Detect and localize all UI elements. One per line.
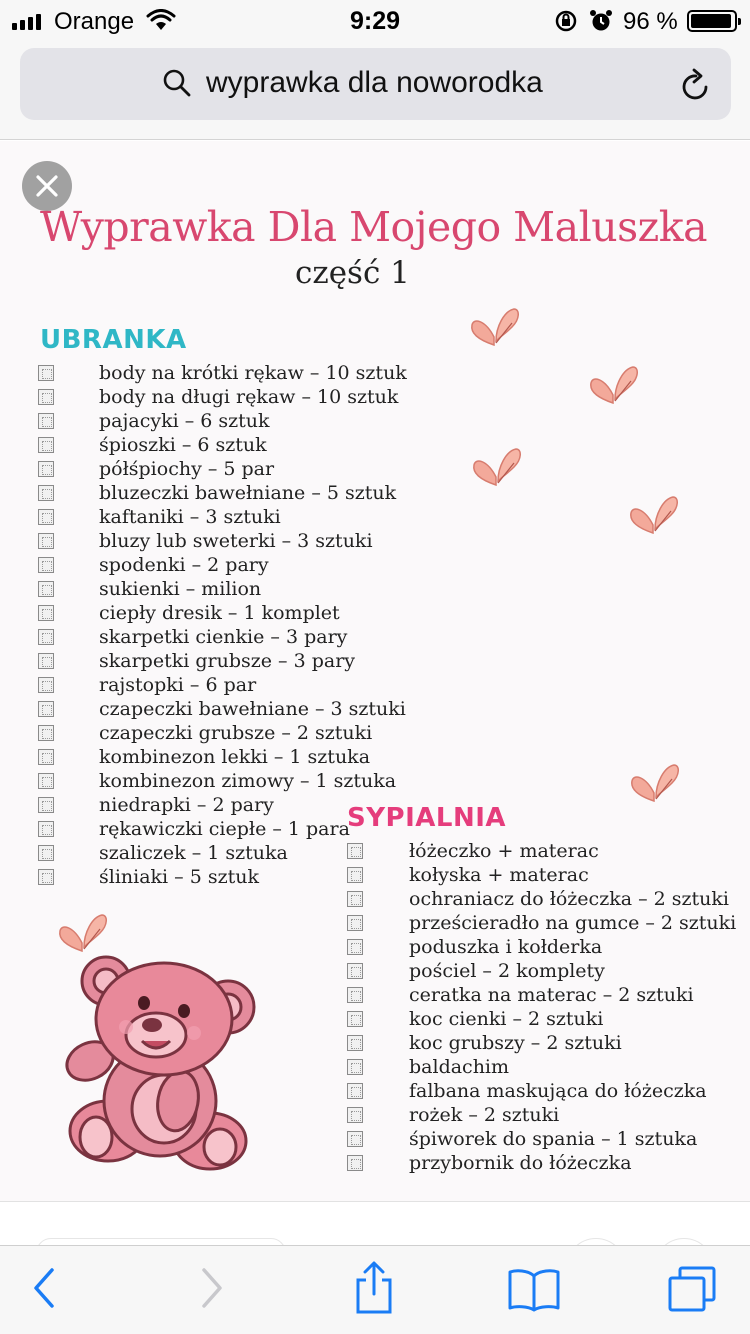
list-item-label: falbana maskująca do łóżeczka	[409, 1080, 707, 1102]
list-item	[38, 505, 407, 529]
list-item	[38, 697, 407, 721]
list-item	[347, 1079, 736, 1103]
list-item	[347, 1055, 736, 1079]
share-icon[interactable]	[352, 1260, 396, 1316]
list-item	[38, 553, 407, 577]
butterfly-icon	[585, 363, 641, 411]
list-item	[347, 983, 736, 1007]
back-icon[interactable]	[30, 1266, 58, 1310]
browser-toolbar	[0, 1245, 750, 1334]
checkbox-icon	[347, 867, 363, 883]
list-item-label: półśpiochy – 5 par	[99, 458, 275, 480]
list-item	[347, 1127, 736, 1151]
page-gap	[0, 1201, 750, 1245]
checkbox-icon	[347, 1035, 363, 1051]
checkbox-icon	[38, 605, 54, 621]
list-item	[347, 887, 736, 911]
checkbox-icon	[38, 821, 54, 837]
list-item-label: bluzeczki bawełniane – 5 sztuk	[99, 482, 397, 504]
rotation-lock-icon	[554, 9, 578, 33]
checkbox-icon	[38, 389, 54, 405]
list-item-label: kombinezon lekki – 1 sztuka	[99, 746, 371, 768]
list-item	[347, 1031, 736, 1055]
checkbox-icon	[347, 1131, 363, 1147]
checkbox-icon	[347, 1059, 363, 1075]
list-item	[38, 769, 407, 793]
checkbox-icon	[38, 845, 54, 861]
list-item-label: baldachim	[409, 1056, 510, 1078]
checkbox-icon	[347, 939, 363, 955]
checkbox-icon	[347, 891, 363, 907]
list-item-label: sukienki – milion	[99, 578, 262, 600]
list-item	[347, 1151, 736, 1175]
list-item	[38, 385, 407, 409]
butterfly-icon	[466, 305, 522, 353]
alarm-icon	[589, 9, 613, 33]
list-item	[38, 601, 407, 625]
checkbox-icon	[38, 533, 54, 549]
checkbox-icon	[38, 437, 54, 453]
list-item-label: niedrapki – 2 pary	[99, 794, 274, 816]
list-item-label: łóżeczko + materac	[409, 840, 599, 862]
list-item-label: skarpetki grubsze – 3 pary	[99, 650, 356, 672]
list-item	[347, 863, 736, 887]
forward-icon[interactable]	[198, 1266, 226, 1310]
butterfly-icon	[625, 493, 681, 541]
list-item-label: czapeczki grubsze – 2 sztuki	[99, 722, 373, 744]
list-item	[347, 959, 736, 983]
list-item-label: śpiworek do spania – 1 sztuka	[409, 1128, 698, 1150]
list-item-label: kołyska + materac	[409, 864, 589, 886]
list-item-label: przybornik do łóżeczka	[409, 1152, 632, 1174]
checkbox-icon	[347, 915, 363, 931]
butterfly-icon	[468, 445, 524, 493]
close-icon	[35, 174, 59, 198]
list-item	[38, 577, 407, 601]
checkbox-icon	[347, 1011, 363, 1027]
list-item-label: spodenki – 2 pary	[99, 554, 269, 576]
checkbox-icon	[347, 1107, 363, 1123]
checkbox-icon	[38, 725, 54, 741]
list-item	[38, 529, 407, 553]
list-item-label: śliniaki – 5 sztuk	[99, 866, 259, 888]
tabs-icon[interactable]	[666, 1264, 718, 1314]
checkbox-icon	[38, 677, 54, 693]
browser-top-bar	[0, 42, 750, 140]
image-viewer	[0, 141, 750, 1201]
page-title: Wyprawka Dla Mojego Maluszka	[40, 203, 708, 251]
checkbox-icon	[38, 629, 54, 645]
checkbox-icon	[347, 1083, 363, 1099]
list-item	[38, 721, 407, 745]
list-item-label: skarpetki cienkie – 3 pary	[99, 626, 348, 648]
checkbox-icon	[38, 413, 54, 429]
list-item-label: pościel – 2 komplety	[409, 960, 605, 982]
bookmarks-icon[interactable]	[506, 1268, 562, 1312]
checkbox-icon	[38, 557, 54, 573]
carrier-name: Orange	[54, 8, 135, 35]
list-item	[38, 409, 407, 433]
list-item-label: rożek – 2 sztuki	[409, 1104, 560, 1126]
checkbox-icon	[38, 869, 54, 885]
list-item	[347, 839, 736, 863]
section-heading-sypialnia: SYPIALNIA	[347, 803, 507, 833]
list-item	[38, 745, 407, 769]
checkbox-icon	[38, 485, 54, 501]
list-item-label: koc grubszy – 2 sztuki	[409, 1032, 622, 1054]
list-item-label: ceratka na materac – 2 sztuki	[409, 984, 694, 1006]
list-item	[347, 911, 736, 935]
address-bar[interactable]	[20, 48, 731, 120]
list-item-label: rękawiczki ciepłe – 1 para	[99, 818, 350, 840]
list-item	[347, 1007, 736, 1031]
list-item-label: body na długi rękaw – 10 sztuk	[99, 386, 399, 408]
checkbox-icon	[347, 1155, 363, 1171]
list-item	[347, 1103, 736, 1127]
butterfly-icon	[626, 761, 682, 809]
list-item	[38, 433, 407, 457]
list-item-label: rajstopki – 6 par	[99, 674, 257, 696]
reload-icon[interactable]	[680, 68, 712, 102]
list-item-label: kombinezon zimowy – 1 sztuka	[99, 770, 397, 792]
list-item	[347, 935, 736, 959]
list-item-label: ciepły dresik – 1 komplet	[99, 602, 340, 624]
list-item	[38, 649, 407, 673]
checkbox-icon	[38, 581, 54, 597]
list-item	[38, 457, 407, 481]
list-item	[38, 673, 407, 697]
checkbox-icon	[38, 773, 54, 789]
checkbox-icon	[38, 797, 54, 813]
battery-icon	[687, 10, 737, 32]
clock: 9:29	[349, 7, 401, 35]
list-item	[38, 625, 407, 649]
status-bar	[0, 0, 750, 42]
teddy-bear-illustration	[60, 941, 270, 1181]
checkbox-icon	[38, 749, 54, 765]
list-item-label: ochraniacz do łóżeczka – 2 sztuki	[409, 888, 729, 910]
checkbox-icon	[38, 461, 54, 477]
list-item-label: koc cienki – 2 sztuki	[409, 1008, 604, 1030]
list-item	[38, 361, 407, 385]
checkbox-icon	[38, 653, 54, 669]
checkbox-icon	[347, 987, 363, 1003]
checkbox-icon	[347, 963, 363, 979]
page-subtitle: część 1	[295, 255, 410, 291]
list-item-label: prześcieradło na gumce – 2 sztuki	[409, 912, 737, 934]
list-item-label: bluzy lub sweterki – 3 sztuki	[99, 530, 373, 552]
search-icon	[162, 68, 192, 98]
list-item-label: szaliczek – 1 sztuka	[99, 842, 288, 864]
list-item-label: śpioszki – 6 sztuk	[99, 434, 267, 456]
list-item-label: kaftaniki – 3 sztuki	[99, 506, 281, 528]
list-item-label: poduszka i kołderka	[409, 936, 603, 958]
checkbox-icon	[38, 365, 54, 381]
list-item-label: body na krótki rękaw – 10 sztuk	[99, 362, 407, 384]
list-item-label: czapeczki bawełniane – 3 sztuki	[99, 698, 406, 720]
list-item-label: pajacyki – 6 sztuk	[99, 410, 270, 432]
list-item	[38, 481, 407, 505]
battery-percent: 96 %	[623, 8, 678, 35]
checklist-sypialnia	[347, 839, 736, 1175]
checkbox-icon	[347, 843, 363, 859]
checkbox-icon	[38, 509, 54, 525]
section-heading-ubranka: UBRANKA	[40, 325, 187, 355]
checkbox-icon	[38, 701, 54, 717]
search-query[interactable]: wyprawka dla noworodka	[206, 66, 543, 99]
